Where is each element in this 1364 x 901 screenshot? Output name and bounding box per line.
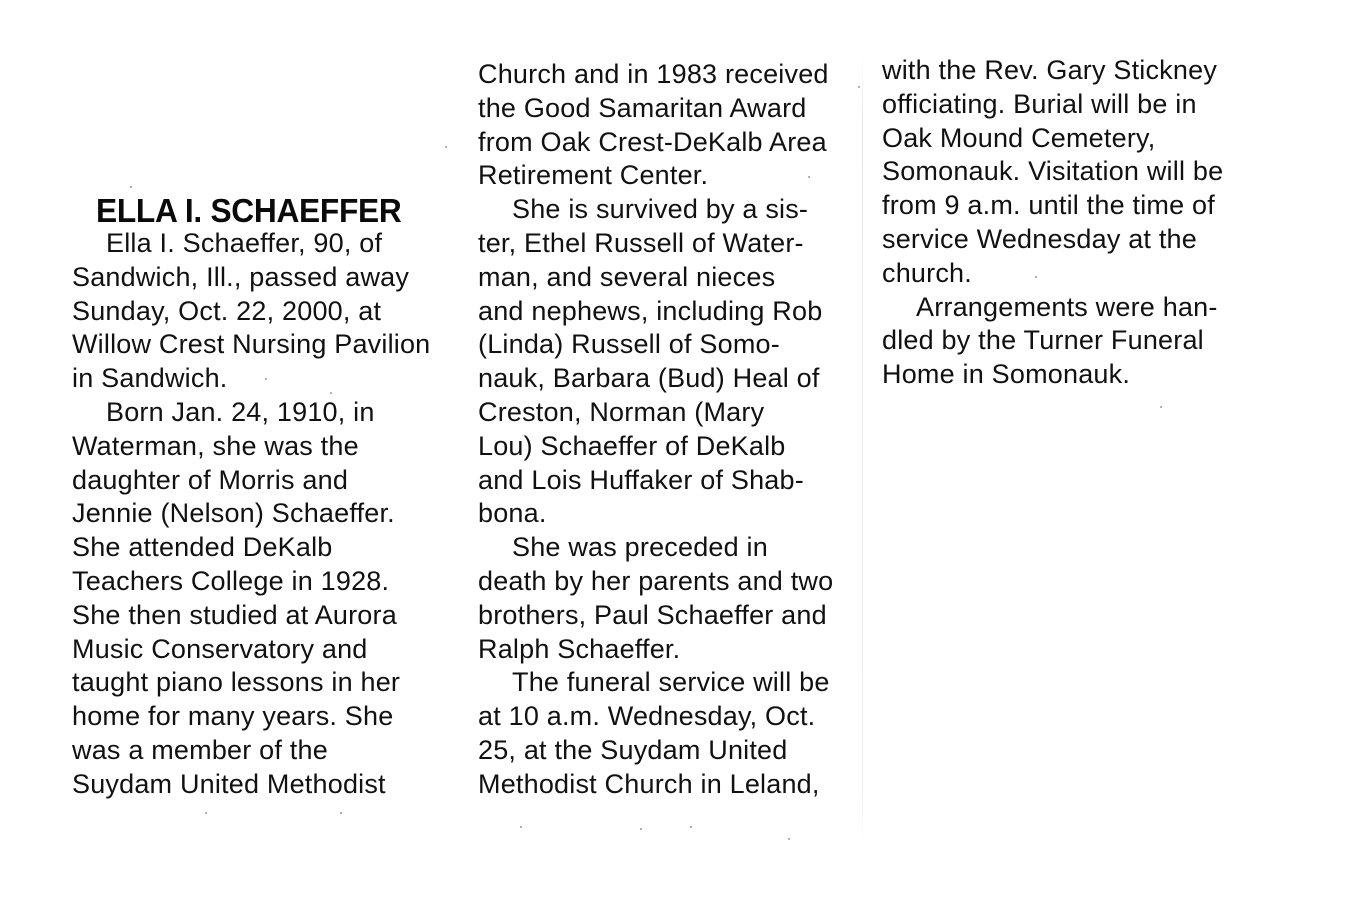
text-line: Creston, Norman (Mary	[478, 396, 765, 427]
text-line: Oak Mound Cemetery,	[882, 122, 1156, 153]
text-line: Willow Crest Nursing Pavilion	[72, 329, 431, 360]
column-2	[478, 58, 858, 802]
text-line: and Lois Huffaker of Shab-	[478, 464, 804, 495]
text-line: Suydam United Methodist	[72, 768, 386, 799]
text-line: the Good Samaritan Award	[478, 92, 807, 123]
scan-speck	[445, 146, 447, 148]
scan-speck	[858, 86, 860, 88]
text-line: Somonauk. Visitation will be	[882, 156, 1224, 187]
scan-speck	[788, 838, 790, 840]
text-line: nauk, Barbara (Bud) Heal of	[478, 363, 820, 394]
text-line: Methodist Church in Leland,	[478, 768, 820, 799]
text-line: service Wednesday at the	[882, 223, 1197, 254]
text-line: The funeral service will be	[512, 667, 830, 698]
scan-speck	[1160, 406, 1162, 408]
scan-speck	[1035, 276, 1037, 278]
text-line: daughter of Morris and	[72, 464, 349, 495]
text-line: Church and in 1983 received	[478, 59, 829, 89]
text-line: man, and several nieces	[478, 261, 776, 292]
text-line: She was preceded in	[512, 532, 768, 563]
scan-speck	[340, 812, 342, 814]
column-divider	[862, 56, 863, 846]
text-line: church.	[882, 257, 972, 288]
text-line: 25, at the Suydam United	[478, 734, 788, 765]
text-line: home for many years. She	[72, 701, 394, 732]
text-line: bona.	[478, 498, 547, 529]
scan-speck	[330, 392, 332, 394]
text-line: from Oak Crest-DeKalb Area	[478, 126, 827, 157]
scan-speck	[690, 826, 692, 828]
text-line: Lou) Schaeffer of DeKalb	[478, 430, 786, 461]
text-line: and nephews, including Rob	[478, 295, 823, 326]
text-line: Sandwich, Ill., passed away	[72, 261, 410, 292]
text-line: (Linda) Russell of Somo-	[478, 329, 780, 360]
text-line: dled by the Turner Funeral	[882, 325, 1204, 356]
text-line: from 9 a.m. until the time of	[882, 190, 1215, 221]
obituary-headline: ELLA I. SCHAEFFER	[96, 192, 402, 229]
text-line: She attended DeKalb	[72, 532, 333, 563]
text-line: with the Rev. Gary Stickney	[882, 55, 1218, 85]
text-line: in Sandwich.	[72, 363, 228, 394]
text-line: brothers, Paul Schaeffer and	[478, 599, 827, 630]
text-line: Arrangements were han-	[916, 291, 1218, 322]
column-3	[882, 54, 1262, 392]
text-line: taught piano lessons in her	[72, 667, 401, 698]
text-line: Retirement Center.	[478, 160, 709, 191]
text-line: officiating. Burial will be in	[882, 88, 1197, 119]
scan-speck	[640, 828, 642, 830]
text-line: Music Conservatory and	[72, 633, 368, 664]
scan-speck	[265, 378, 267, 380]
text-line: Born Jan. 24, 1910, in	[106, 396, 375, 427]
text-line: Home in Somonauk.	[882, 359, 1131, 390]
text-line: She then studied at Aurora	[72, 599, 397, 630]
text-line: Sunday, Oct. 22, 2000, at	[72, 295, 382, 326]
text-line: Ella I. Schaeffer, 90, of	[106, 228, 383, 258]
text-line: Ralph Schaeffer.	[478, 633, 681, 664]
column-1	[72, 227, 452, 802]
text-line: Waterman, she was the	[72, 430, 359, 461]
scan-speck	[205, 812, 207, 814]
text-line: ter, Ethel Russell of Water-	[478, 227, 804, 258]
text-line: death by her parents and two	[478, 565, 834, 596]
text-line: Jennie (Nelson) Schaeffer.	[72, 498, 395, 529]
text-line: at 10 a.m. Wednesday, Oct.	[478, 701, 816, 732]
text-line: was a member of the	[72, 734, 328, 765]
scan-speck	[520, 826, 522, 828]
text-line: Teachers College in 1928.	[72, 565, 390, 596]
scan-speck	[808, 176, 810, 178]
text-line: She is survived by a sis-	[512, 194, 809, 225]
scan-speck	[130, 186, 132, 188]
